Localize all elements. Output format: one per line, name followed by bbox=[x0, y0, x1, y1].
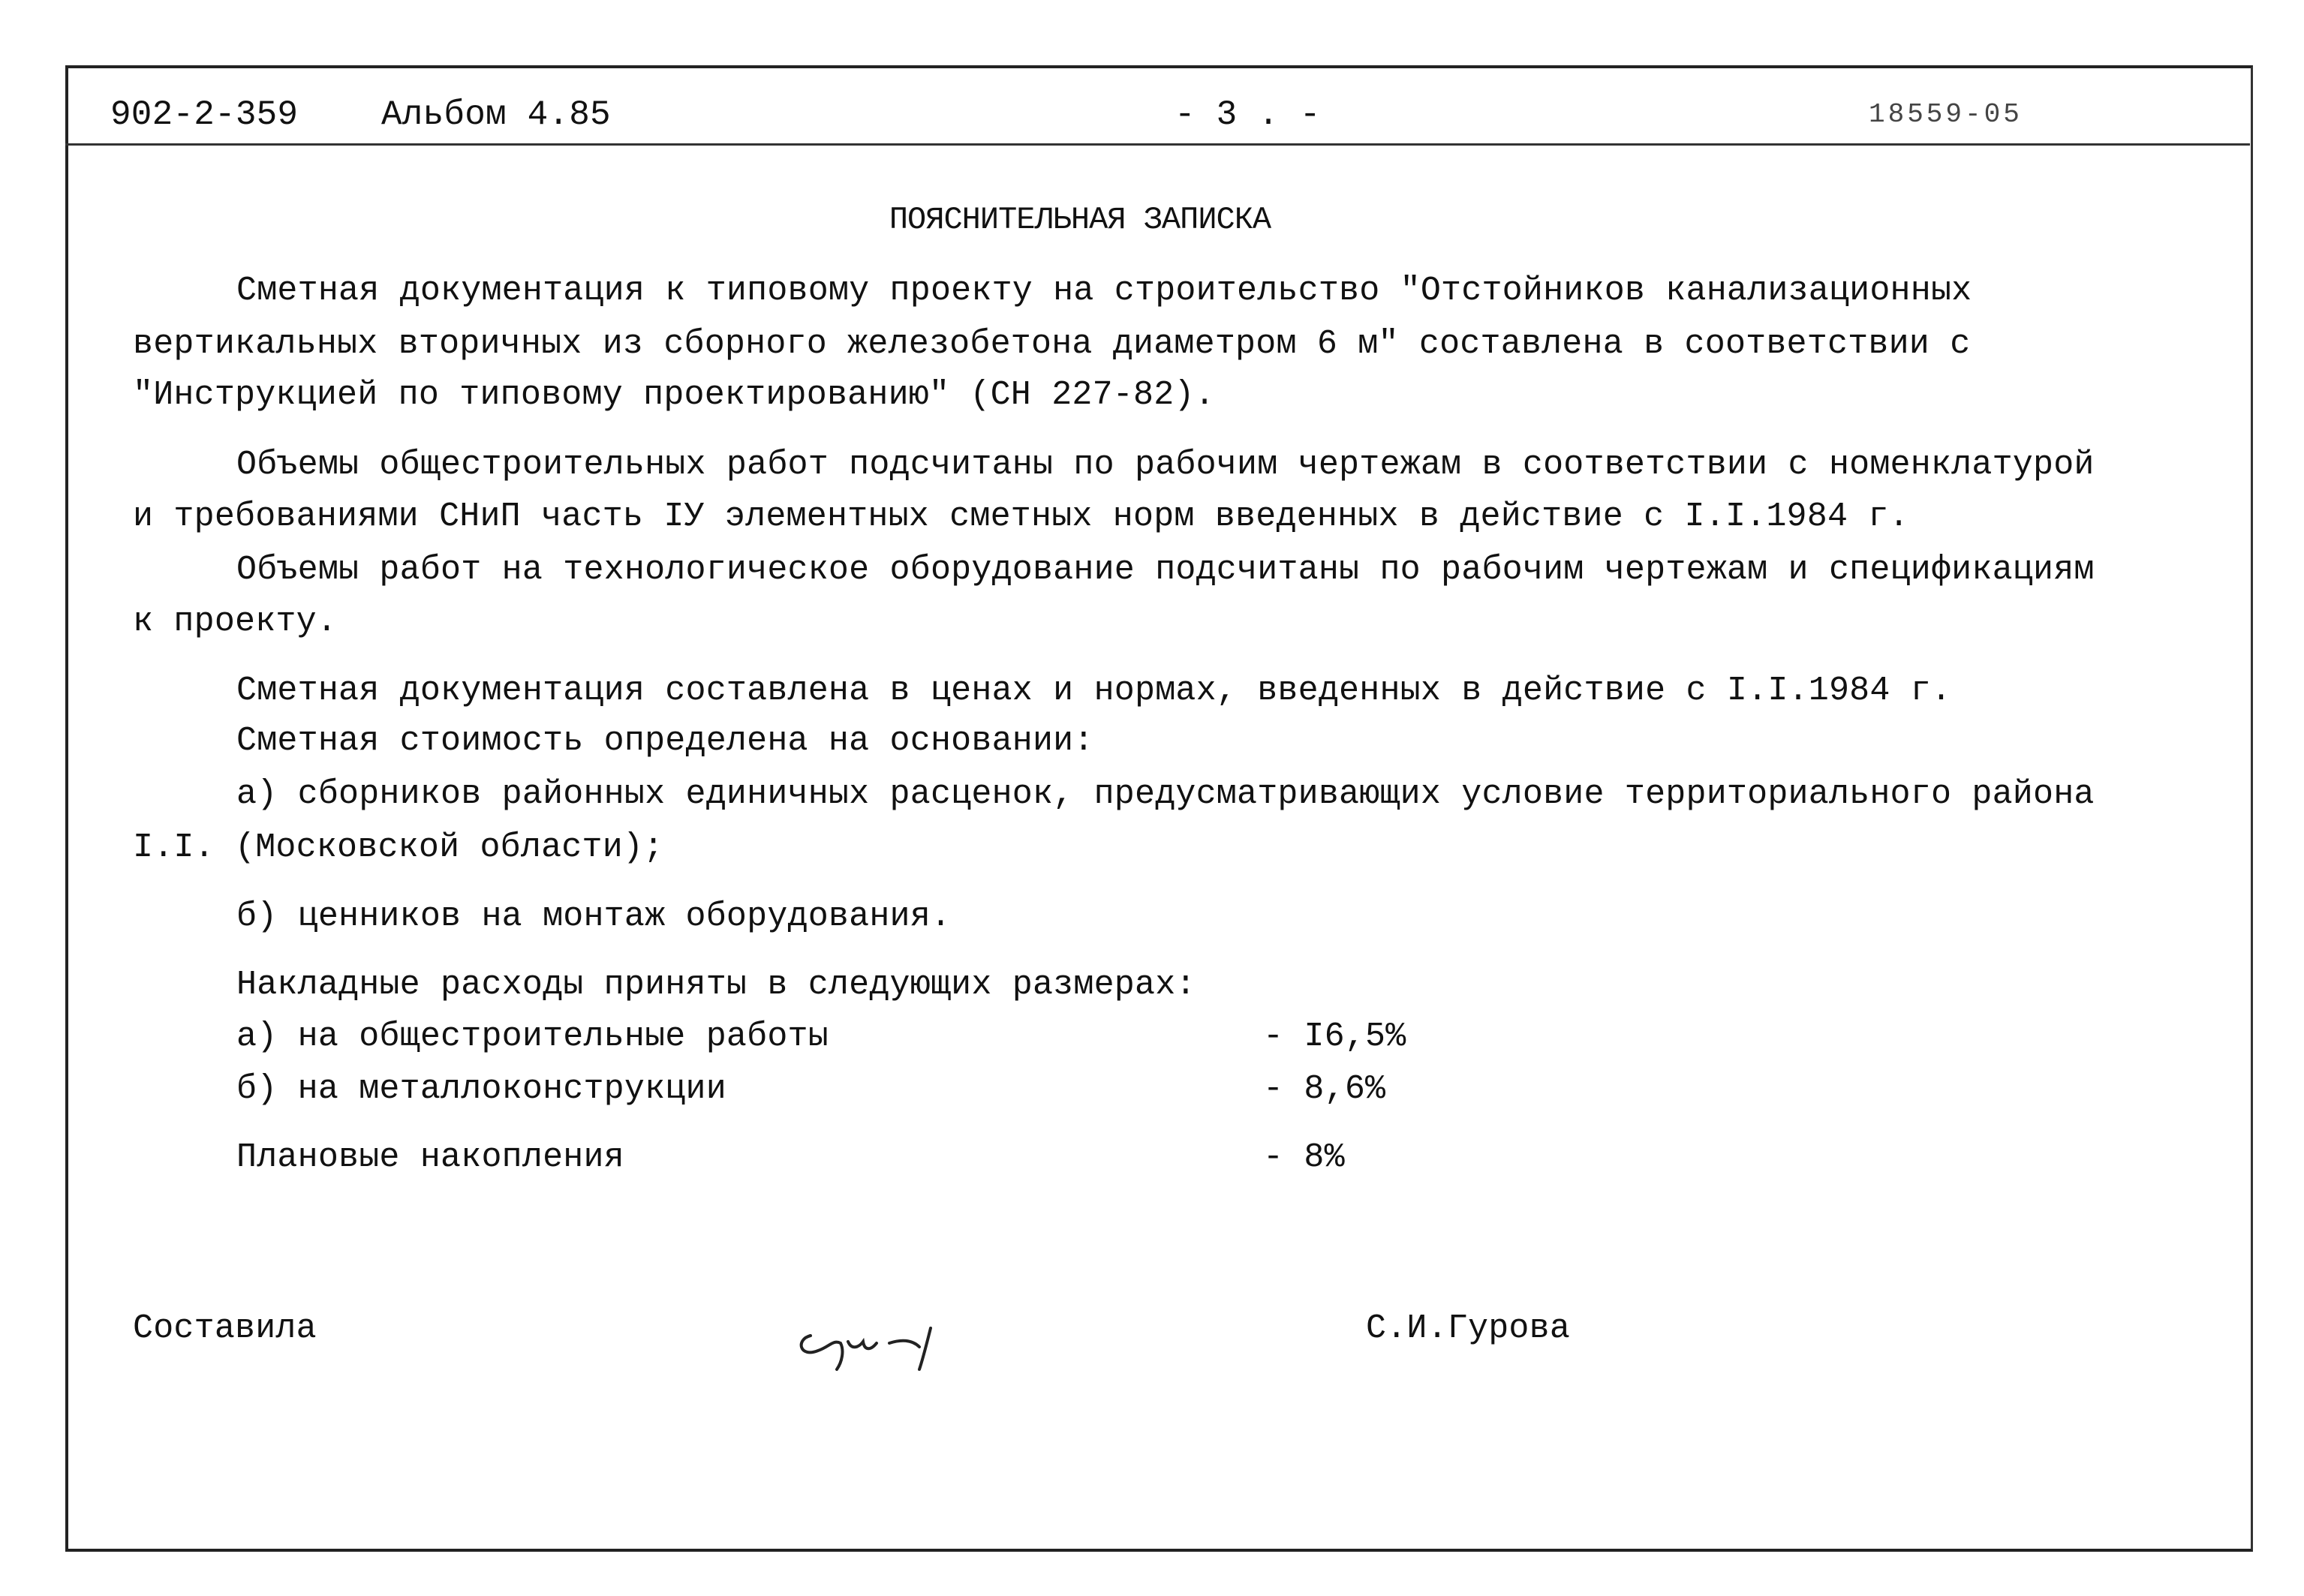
paragraph-line: и требованиями СНиП часть IУ элементных сметных норм введенных в действие с I.I.1984 г. bbox=[133, 497, 1909, 536]
rate-label: Плановые накопления bbox=[236, 1138, 624, 1177]
paragraph-line: б) ценников на монтаж оборудования. bbox=[236, 897, 952, 936]
project-code: 902-2-359 bbox=[110, 95, 299, 134]
paragraph-line: Объемы общестроительных работ подсчитаны по рабочим чертежам в соответствии с номенклатурой bbox=[236, 446, 2095, 484]
paragraph-line: Сметная документация к типовому проекту на строительство "Отстойников канализационных bbox=[236, 272, 1972, 310]
document-title: ПОЯСНИТЕЛЬНАЯ ЗАПИСКА bbox=[889, 202, 1271, 238]
paragraph-line: I.I. (Московской области); bbox=[133, 828, 664, 867]
inventory-number: 18559-05 bbox=[1869, 99, 2023, 130]
paragraph-line: Сметная документация составлена в ценах и нормах, введенных в действие с I.I.1984 г. bbox=[236, 672, 1952, 710]
rate-value: - I6,5% bbox=[1263, 1017, 1406, 1056]
rate-label: а) на общестроительные работы bbox=[236, 1017, 829, 1056]
album-number: Альбом 4.85 bbox=[381, 95, 611, 134]
rate-label: б) на металлоконструкции bbox=[236, 1070, 726, 1108]
compiled-by-label: Составила bbox=[133, 1309, 317, 1348]
handwritten-signature bbox=[788, 1306, 968, 1373]
page-number: - 3 . - bbox=[1175, 95, 1321, 134]
paragraph-line: к проекту. bbox=[133, 603, 338, 641]
rate-value: - 8% bbox=[1263, 1138, 1345, 1177]
paragraph-line: Объемы работ на технологическое оборудование подсчитаны по рабочим чертежам и спецификациям bbox=[236, 551, 2095, 589]
header-divider bbox=[65, 143, 2250, 146]
rate-value: - 8,6% bbox=[1263, 1070, 1386, 1108]
paragraph-line: Сметная стоимость определена на основании: bbox=[236, 722, 1094, 760]
paragraph-line: а) сборников районных единичных расценок, предусматривающих условие территориального района bbox=[236, 775, 2095, 813]
paragraph-line: вертикальных вторичных из сборного железобетона диаметром 6 м" составлена в соответствии с bbox=[133, 325, 1971, 363]
paragraph-line: Накладные расходы приняты в следующих размерах: bbox=[236, 966, 1196, 1004]
author-name: С.И.Гурова bbox=[1366, 1309, 1571, 1348]
paragraph-line: "Инструкцией по типовому проектированию" (СН 227-82). bbox=[133, 376, 1215, 414]
